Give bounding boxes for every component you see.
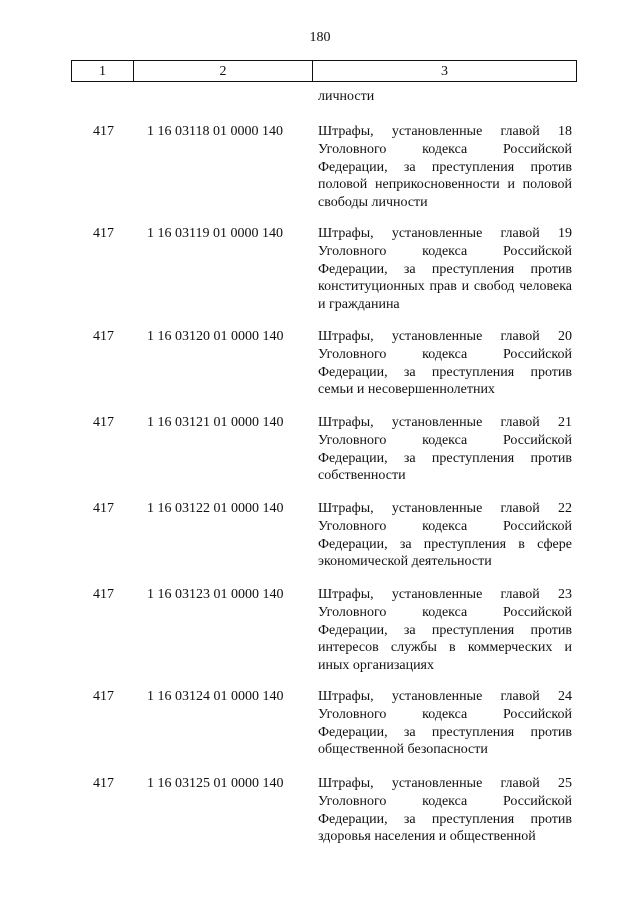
column-header-row [72,61,577,82]
budget-classification-code: 1 16 03121 01 0000 140 [147,415,284,430]
admin-code: 417 [93,689,114,704]
admin-code: 417 [93,501,114,516]
budget-classification-code: 1 16 03120 01 0000 140 [147,329,284,344]
page-number: 180 [309,30,331,45]
admin-code: 417 [93,415,114,430]
revenue-description: Штрафы, установленные главой 21 Уголовного кодекса Российской Федерации, за преступления против собственности [318,415,572,484]
column-header-1: 1 [72,61,134,82]
admin-code: 417 [93,329,114,344]
revenue-description: Штрафы, установленные главой 18 Уголовного кодекса Российской Федерации, за преступления против половой неприкосновенности и половой свободы личности [318,124,572,211]
admin-code: 417 [93,776,114,791]
revenue-description: Штрафы, установленные главой 19 Уголовного кодекса Российской Федерации, за преступления против конституционных прав и свобод человека и гражданина [318,226,572,313]
continuation-text: личности [318,89,375,104]
column-header-table [71,60,577,82]
budget-classification-code: 1 16 03122 01 0000 140 [147,501,284,516]
revenue-description: Штрафы, установленные главой 22 Уголовного кодекса Российской Федерации, за преступления в сфере экономической деятельности [318,501,572,570]
budget-classification-code: 1 16 03125 01 0000 140 [147,776,284,791]
revenue-description: Штрафы, установленные главой 25 Уголовного кодекса Российской Федерации, за преступления против здоровья населения и общественной [318,776,572,845]
column-header-3: 3 [313,61,577,82]
admin-code: 417 [93,124,114,139]
admin-code: 417 [93,587,114,602]
admin-code: 417 [93,226,114,241]
revenue-description: Штрафы, установленные главой 24 Уголовного кодекса Российской Федерации, за преступления против общественной безопасности [318,689,572,758]
budget-classification-code: 1 16 03118 01 0000 140 [147,124,283,139]
budget-classification-code: 1 16 03119 01 0000 140 [147,226,283,241]
budget-classification-code: 1 16 03123 01 0000 140 [147,587,284,602]
revenue-description: Штрафы, установленные главой 20 Уголовного кодекса Российской Федерации, за преступления против семьи и несовершеннолетних [318,329,572,398]
budget-classification-code: 1 16 03124 01 0000 140 [147,689,284,704]
revenue-description: Штрафы, установленные главой 23 Уголовного кодекса Российской Федерации, за преступления против интересов службы в коммерческих и иных организациях [318,587,572,674]
column-header-2: 2 [134,61,313,82]
